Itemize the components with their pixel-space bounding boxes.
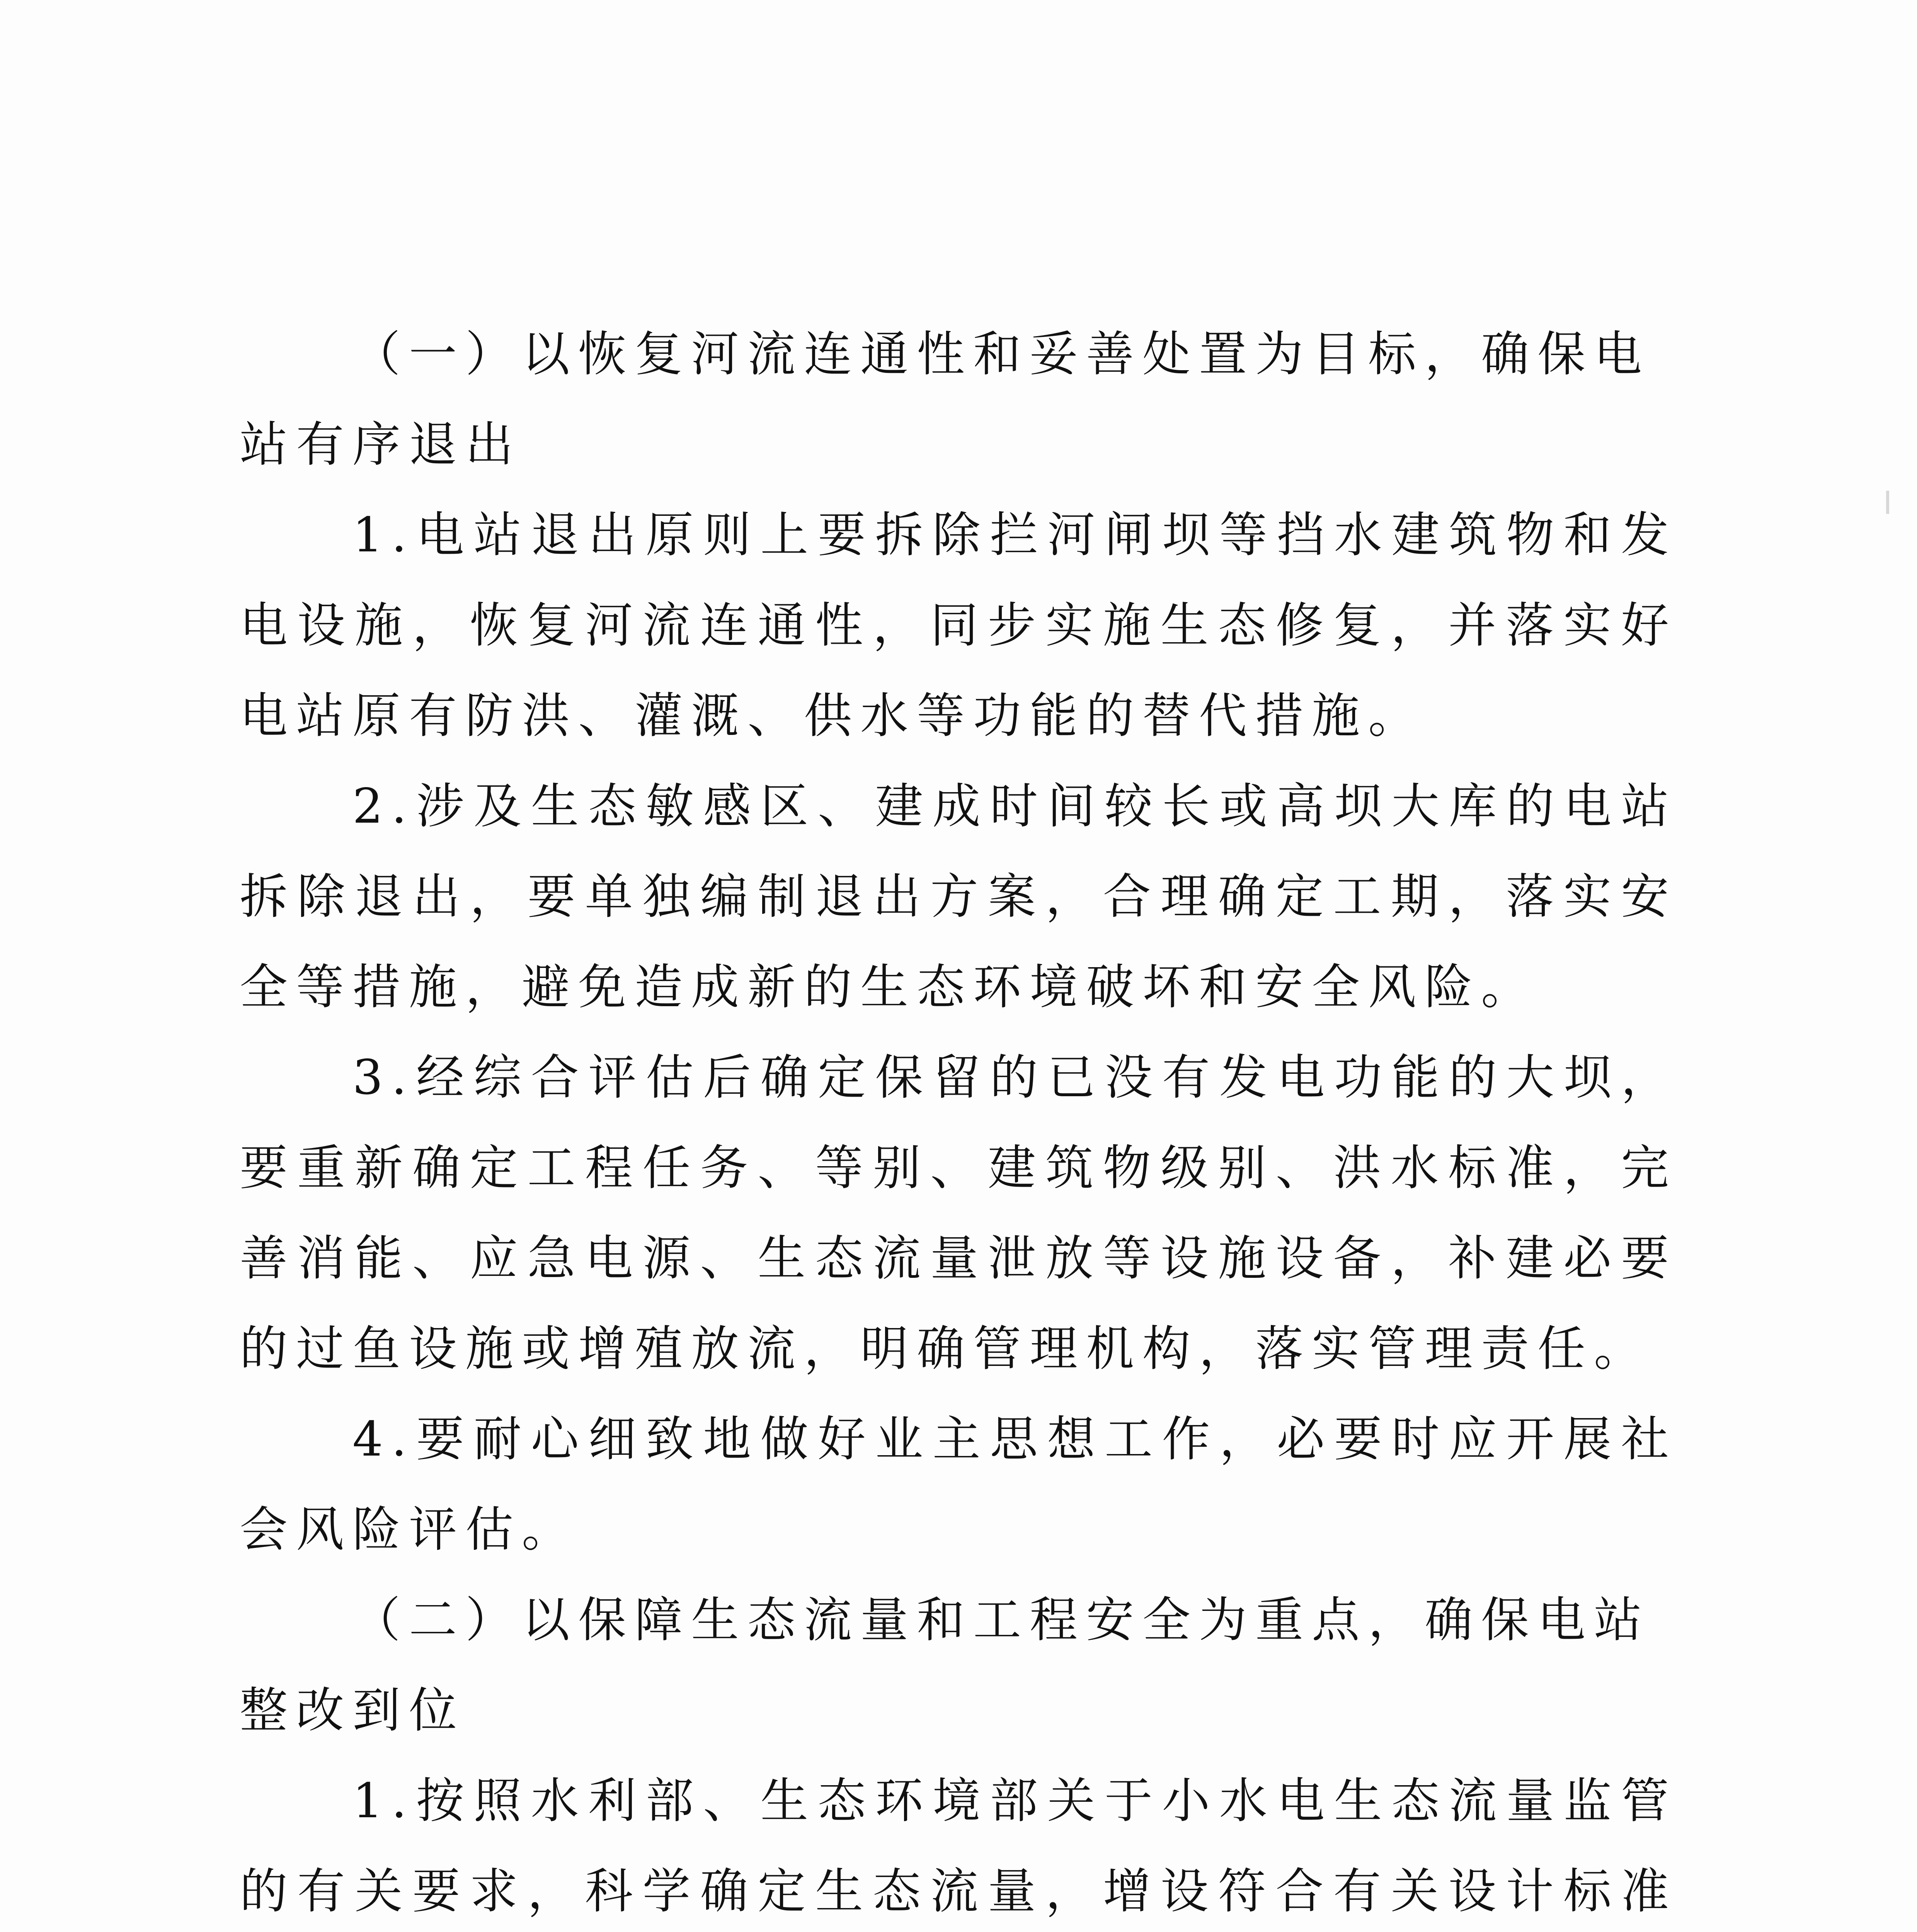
section-1-heading: （一）以恢复河流连通性和妥善处置为目标，确保电站有序退出 [240, 327, 1651, 473]
section-1-item-2: 2.涉及生态敏感区、建成时间较长或高坝大库的电站拆除退出，要单独编制退出方案，合理确定工期，落实安全等措施，避免造成新的生态环境破坏和安全风险。 [240, 779, 1677, 1015]
section-1-item-3: 3.经综合评估后确定保留的已没有发电功能的大坝，要重新确定工程任务、等别、建筑物级别、洪水标准，完善消能、应急电源、生态流量泄放等设施设备，补建必要的过鱼设施或增殖放流，明确管理机构，落实管理责任。 [240, 1050, 1677, 1377]
section-2-item-1: 1.按照水利部、生态环境部关于小水电生态流量监管的有关要求，科学确定生态流量，增设符合有关设计标准 [240, 1773, 1677, 1919]
section-2-heading: （二）以保障生态流量和工程安全为重点，确保电站整改到位 [240, 1592, 1651, 1738]
scan-margin-mark [1886, 491, 1889, 514]
section-1-item-1: 1.电站退出原则上要拆除拦河闸坝等挡水建筑物和发电设施，恢复河流连通性，同步实施生态修复，并落实好电站原有防洪、灌溉、供水等功能的替代措施。 [240, 507, 1677, 744]
section-1-item-4: 4.要耐心细致地做好业主思想工作，必要时应开展社会风险评估。 [240, 1412, 1677, 1558]
document-body [240, 309, 1677, 1932]
